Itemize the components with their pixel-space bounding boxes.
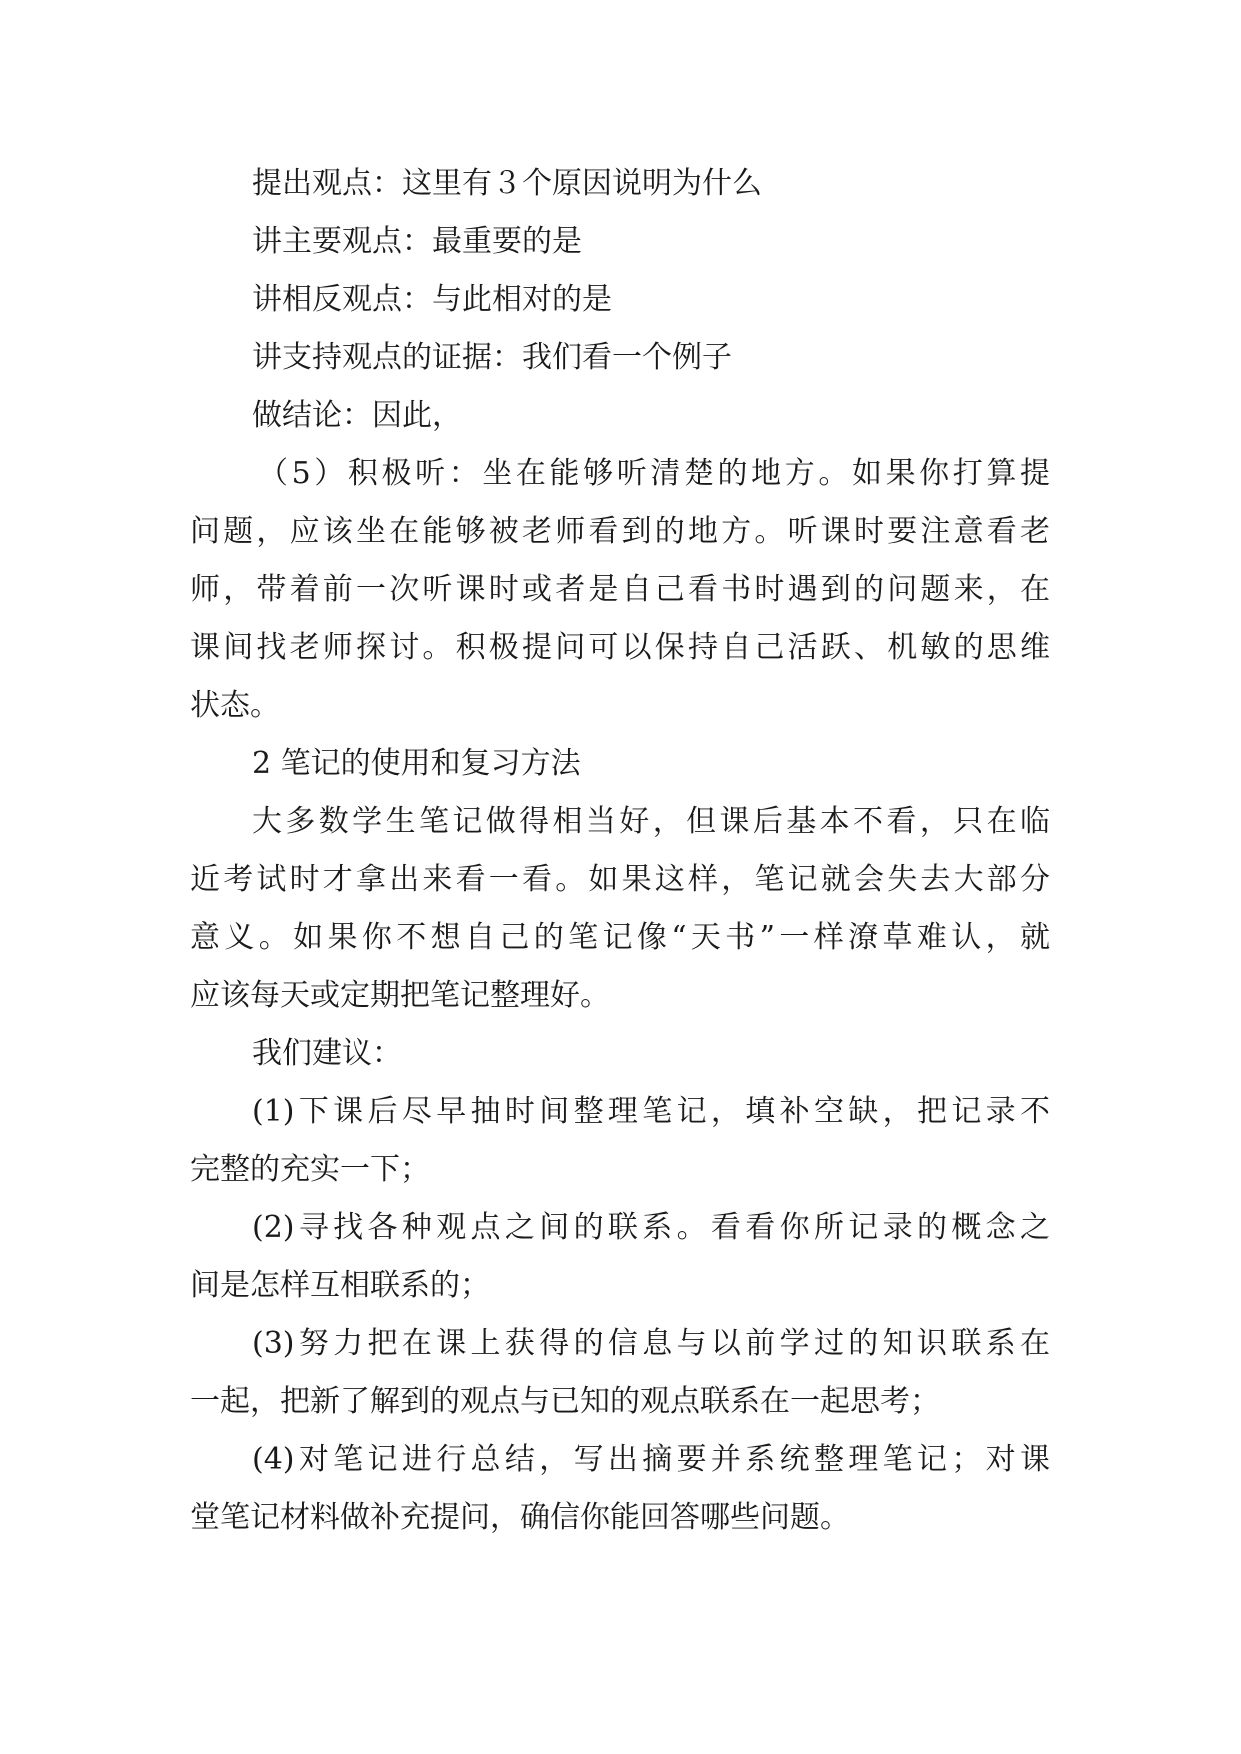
text-line: 意义。如果你不想自己的笔记像“天书”一样潦草难认，就 [190, 920, 1050, 955]
text-line: 课间找老师探讨。积极提问可以保持自己活跃、机敏的思维 [190, 630, 1050, 665]
text-line: 间是怎样互相联系的； [190, 1268, 490, 1303]
text-line: 完整的充实一下； [190, 1152, 430, 1187]
list-item: (1)下课后尽早抽时间整理笔记，填补空缺，把记录不 [252, 1094, 1050, 1129]
text-line: 师，带着前一次听课时或者是自己看书时遇到的问题来，在 [190, 572, 1050, 607]
text-line: 提出观点：这里有３个原因说明为什么 [252, 166, 762, 201]
text-line: 讲相反观点：与此相对的是 [252, 282, 612, 317]
text-line: 做结论：因此， [252, 398, 462, 433]
text-line: 问题，应该坐在能够被老师看到的地方。听课时要注意看老 [190, 514, 1050, 549]
text-line: 讲主要观点：最重要的是 [252, 224, 582, 259]
text-line: 大多数学生笔记做得相当好，但课后基本不看，只在临 [252, 804, 1050, 839]
list-item: (3)努力把在课上获得的信息与以前学过的知识联系在 [252, 1326, 1050, 1361]
section-heading: 2 笔记的使用和复习方法 [252, 746, 581, 781]
text-line: 一起，把新了解到的观点与已知的观点联系在一起思考； [190, 1384, 940, 1419]
list-item: (2)寻找各种观点之间的联系。看看你所记录的概念之 [252, 1210, 1050, 1245]
text-line: 讲支持观点的证据：我们看一个例子 [252, 340, 732, 375]
text-line: 应该每天或定期把笔记整理好。 [190, 978, 610, 1013]
text-line: （5）积极听：坐在能够听清楚的地方。如果你打算提 [258, 456, 1050, 491]
text-line: 近考试时才拿出来看一看。如果这样，笔记就会失去大部分 [190, 862, 1050, 897]
list-item: (4)对笔记进行总结，写出摘要并系统整理笔记；对课 [252, 1442, 1050, 1477]
text-line: 状态。 [190, 688, 280, 723]
text-line: 堂笔记材料做补充提问，确信你能回答哪些问题。 [190, 1500, 850, 1535]
text-line: 我们建议： [252, 1036, 402, 1071]
